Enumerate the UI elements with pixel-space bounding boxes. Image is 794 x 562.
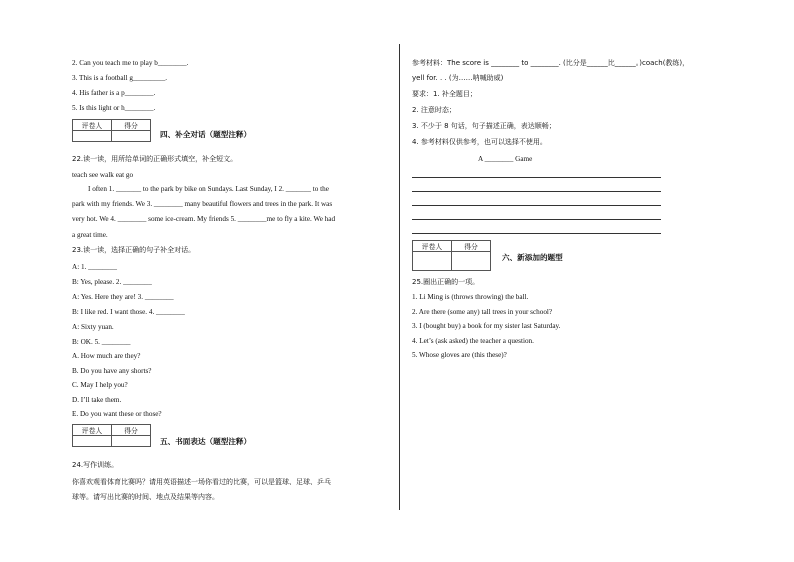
score-box [412, 240, 491, 271]
section-title: 五、书面表达（题型注释） [160, 437, 252, 446]
question-prompt: 22.读一读，用所给单词的正确形式填空，补全短文。 [72, 155, 238, 163]
question-line: 3. I (bought buy) a book for my sister last Saturday. [412, 322, 561, 330]
question-line: 3. This is a football g_________. [72, 74, 168, 82]
dialogue-line: A: 1. ________ [72, 263, 117, 271]
writing-line [412, 233, 661, 234]
score-box [72, 424, 151, 447]
question-line: 2. Are there (some any) tall trees in your school? [412, 308, 553, 316]
score-label: 得分 [452, 241, 491, 252]
section-title: 六、新添加的题型 [502, 253, 563, 262]
grader-label: 评卷人 [73, 120, 112, 131]
score-box [72, 119, 151, 142]
dialogue-line: A: Yes. Here they are! 3. ________ [72, 293, 174, 301]
passage-line: I often 1. _______ to the park by bike on Sundays. Last Sunday, I 2. _______ to the [88, 185, 329, 193]
writing-line [412, 177, 661, 178]
question-line: 5. Whose gloves are (this these)? [412, 351, 507, 359]
dialogue-line: B: I like red. I want those. 4. ________ [72, 308, 185, 316]
grader-label: 评卷人 [413, 241, 452, 252]
passage-line: park with my friends. We 3. ________ many beautiful flowers and trees in the park. It was [72, 200, 333, 208]
question-line: 4. His father is a p________. [72, 89, 156, 97]
score-label: 得分 [112, 425, 151, 436]
instruction-line: 球等。请写出比赛的时间、地点及结果等内容。 [72, 493, 219, 501]
dialogue-line: B: Yes, please. 2. ________ [72, 278, 152, 286]
option-line: C. May I help you? [72, 381, 128, 389]
question-line: 5. Is this light or h________. [72, 104, 156, 112]
grader-label: 评卷人 [73, 425, 112, 436]
requirement-line: 4. 参考材料仅供参考，也可以选择不使用。 [412, 138, 547, 146]
requirement-line: 要求：1. 补全题目； [412, 90, 477, 98]
option-line: D. I’ll take them. [72, 396, 122, 404]
essay-title: A ________ Game [478, 155, 533, 163]
question-line: 2. Can you teach me to play b________. [72, 59, 189, 67]
requirement-line: 2. 注意时态； [412, 106, 456, 114]
dialogue-line: B: OK. 5. ________ [72, 338, 131, 346]
option-line: A. How much are they? [72, 352, 141, 360]
requirement-line: 3. 不少于 8 句话，句子描述正确，表达顺畅； [412, 122, 556, 130]
dialogue-line: A: Sixty yuan. [72, 323, 114, 331]
question-prompt: 23.读一读，选择正确的句子补全对话。 [72, 246, 196, 254]
question-prompt: 25.圈出正确的一项。 [412, 278, 480, 286]
writing-line [412, 219, 661, 220]
word-bank: teach see walk eat go [72, 171, 134, 179]
score-label: 得分 [112, 120, 151, 131]
option-line: E. Do you want these or those? [72, 410, 162, 418]
question-prompt: 24.写作训练。 [72, 461, 119, 469]
reference-line: 参考材料：The score is ________ to ________. (比分是______比______。)coach(教练)， [412, 59, 690, 67]
passage-line: very hot. We 4. ________ some ice-cream. My friends 5. ________me to fly a kite. We had [72, 215, 336, 223]
writing-line [412, 205, 661, 206]
instruction-line: 你喜欢观看体育比赛吗？请用英语描述一场你看过的比赛，可以是篮球、足球、乒乓 [72, 478, 331, 486]
question-line: 4. Let’s (ask asked) the teacher a question. [412, 337, 534, 345]
question-line: 1. Li Ming is (throws throwing) the ball. [412, 293, 529, 301]
section-title: 四、补全对话（题型注释） [160, 130, 252, 139]
reference-line: yell for. . . (为……呐喊助威) [412, 74, 504, 82]
writing-line [412, 191, 661, 192]
column-divider [399, 44, 400, 510]
option-line: B. Do you have any shorts? [72, 367, 152, 375]
passage-line: a great time. [72, 231, 108, 239]
